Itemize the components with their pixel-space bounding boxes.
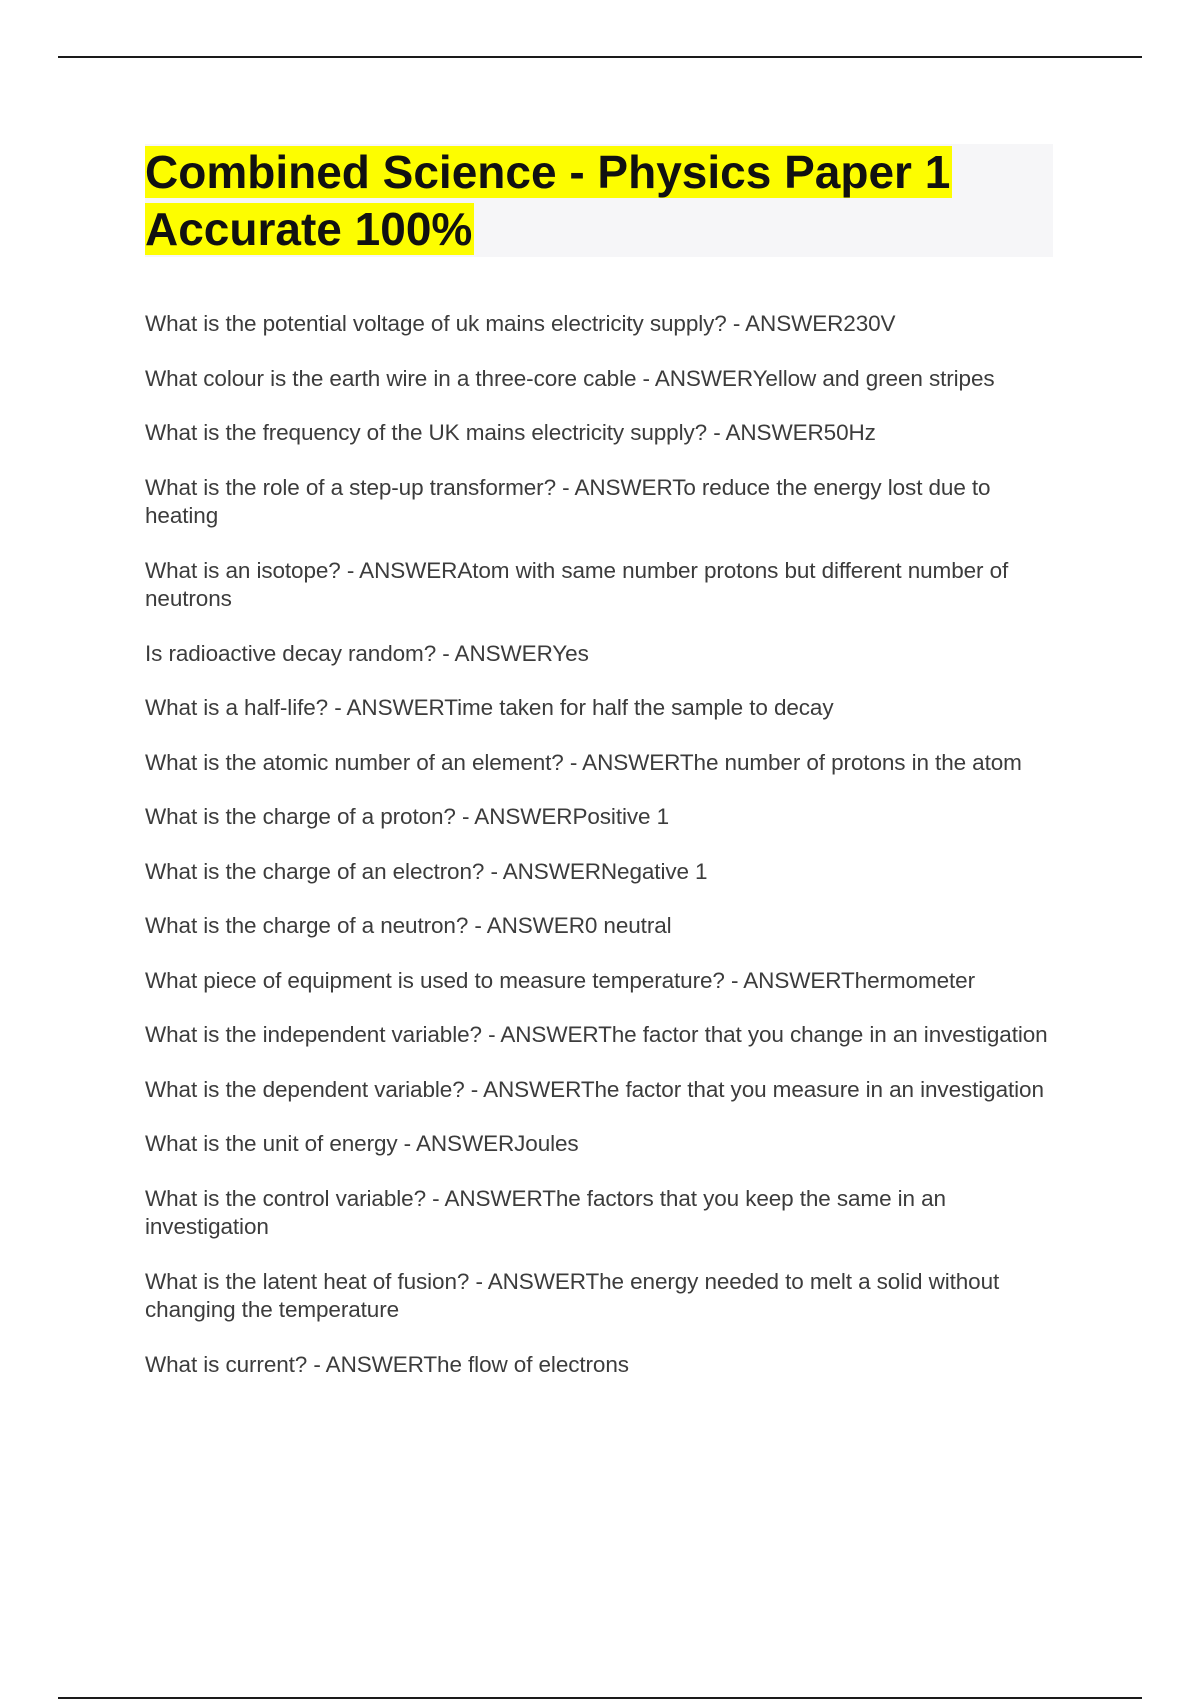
- title-block: [145, 144, 1053, 257]
- qa-item: What is the charge of an electron? - ANSWERNegative 1: [145, 858, 708, 884]
- qa-item: What is the latent heat of fusion? - ANSWERThe energy needed to melt a solid without changing the temperature: [145, 1268, 1000, 1322]
- qa-list: [145, 310, 1060, 1405]
- qa-item: What is the frequency of the UK mains electricity supply? - ANSWER50Hz: [145, 420, 876, 445]
- top-divider: [58, 56, 1142, 58]
- qa-item: What is the charge of a neutron? - ANSWER0 neutral: [145, 913, 672, 938]
- bottom-divider: [58, 1697, 1142, 1699]
- qa-item: What is the independent variable? - ANSWERThe factor that you change in an investigation: [145, 1022, 1048, 1047]
- title-line-2: Accurate 100%: [145, 203, 473, 255]
- qa-item: What is an isotope? - ANSWERAtom with same number protons but different number of neutrons: [145, 557, 1009, 611]
- qa-item: What is the atomic number of an element? - ANSWERThe number of protons in the atom: [145, 749, 1022, 775]
- qa-item: What piece of equipment is used to measure temperature? - ANSWERThermometer: [145, 967, 975, 993]
- qa-item: What is the unit of energy - ANSWERJoules: [145, 1131, 579, 1156]
- qa-item: What is a half-life? - ANSWERTime taken for half the sample to decay: [145, 695, 834, 720]
- qa-item: What is the potential voltage of uk mains electricity supply? - ANSWER230V: [145, 311, 896, 336]
- document-title: [145, 144, 1053, 258]
- qa-item: What is the control variable? - ANSWERThe factors that you keep the same in an investigation: [145, 1185, 946, 1239]
- qa-item: Is radioactive decay random? - ANSWERYes: [145, 640, 589, 666]
- qa-item: What is the charge of a proton? - ANSWERPositive 1: [145, 804, 669, 829]
- qa-item: What colour is the earth wire in a three-core cable - ANSWERYellow and green stripes: [145, 365, 995, 391]
- qa-item: What is the dependent variable? - ANSWERThe factor that you measure in an investigation: [145, 1076, 1044, 1102]
- qa-item: What is current? - ANSWERThe flow of electrons: [145, 1351, 629, 1377]
- title-line-1: Combined Science - Physics Paper 1: [145, 146, 951, 198]
- qa-item: What is the role of a step-up transformer? - ANSWERTo reduce the energy lost due to heating: [145, 474, 991, 528]
